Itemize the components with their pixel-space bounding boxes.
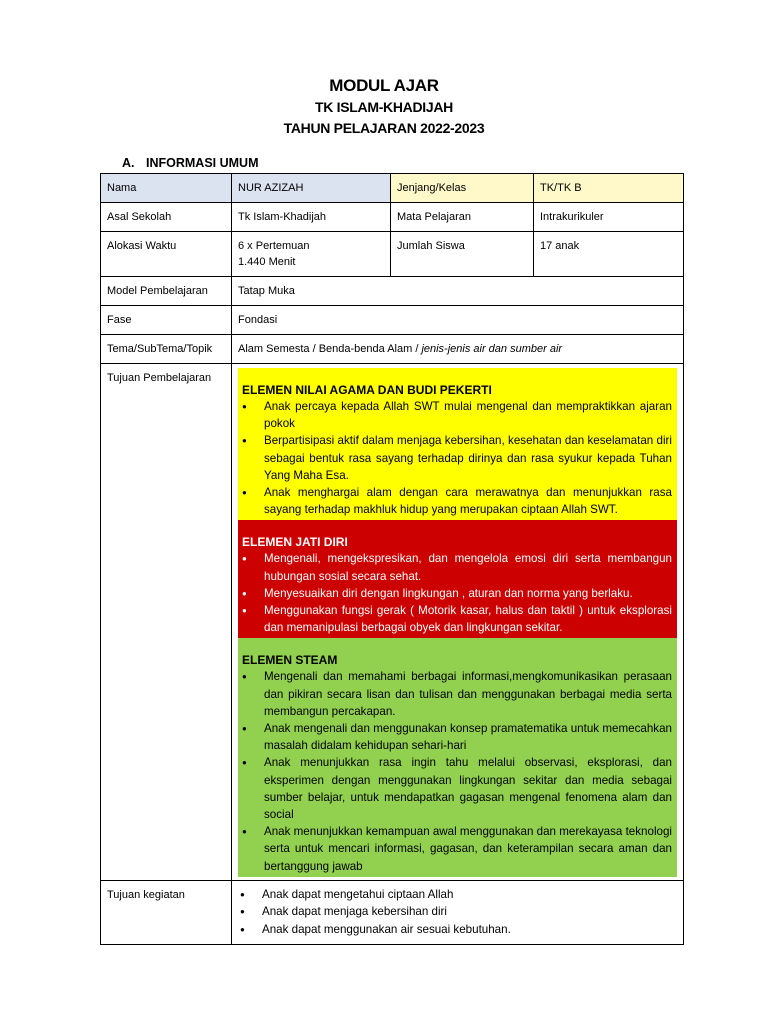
fase-label: Fase — [101, 306, 232, 335]
elemen-steam-title: ELEMEN STEAM — [242, 653, 338, 668]
nama-label: Nama — [101, 174, 232, 203]
list-item: ● Anak menghargai alam dengan cara merawatnya dan menunjukkan rasa sayang terhadap makhluk hidup yang merupakan ciptaan Allah SWT. — [242, 484, 672, 518]
tujuan-kegiatan-list — [238, 886, 677, 939]
table-row — [101, 203, 684, 232]
fase-value: Fondasi — [232, 306, 684, 335]
list-item: ● Anak dapat mengetahui ciptaan Allah — [238, 886, 677, 904]
elemen-jati-diri-box — [238, 520, 677, 638]
mata-pelajaran-value: Intrakurikuler — [534, 203, 684, 232]
tema-text: Alam Semesta / Benda-benda Alam / — [238, 343, 422, 355]
list-item: ● Anak menunjukkan kemampuan awal menggunakan dan merekayasa teknologi serta untuk mencari informasi, gagasan, dan keterampilan secara aman dan bertanggung jawab — [242, 823, 672, 875]
asal-sekolah-label: Asal Sekolah — [101, 203, 232, 232]
pertemuan-text: 6 x Pertemuan — [238, 240, 310, 252]
school-name: TK ISLAM-KHADIJAH — [314, 99, 453, 115]
table-row — [101, 232, 684, 277]
tema-label: Tema/SubTema/Topik — [101, 335, 232, 364]
list-item: ● Menyesuaikan diri dengan lingkungan , aturan dan norma yang berlaku. — [242, 585, 672, 602]
menit-text: 1.440 Menit — [238, 256, 296, 268]
alokasi-waktu-label: Alokasi Waktu — [101, 232, 232, 277]
model-value: Tatap Muka — [232, 277, 684, 306]
list-item: ● Anak dapat menggunakan air sesuai kebutuhan. — [238, 921, 677, 939]
table-row — [101, 174, 684, 203]
section-heading — [122, 156, 259, 170]
jumlah-siswa-value: 17 anak — [534, 232, 684, 277]
list-item: ● Mengenali, mengekspresikan, dan mengelola emosi diri serta membangun hubungan sosial secara sehat. — [242, 550, 672, 584]
elemen-jati-diri-list — [242, 550, 672, 636]
jumlah-siswa-label: Jumlah Siswa — [391, 232, 534, 277]
elemen-jati-diri-title: ELEMEN JATI DIRI — [242, 535, 348, 550]
table-row — [101, 364, 684, 881]
list-item: ● Anak dapat menjaga kebersihan diri — [238, 903, 677, 921]
elemen-agama-list — [242, 398, 672, 518]
list-item: ● Anak menunjukkan rasa ingin tahu melalui observasi, eksplorasi, dan eksperimen dengan menggunakan lingkungan sekitar dan media sebagai sumber belajar, untuk mendapatkan gagasan mengenal fenomena alam dan social — [242, 754, 672, 823]
topik-text: jenis-jenis air dan sumber air — [421, 343, 563, 355]
tujuan-kegiatan-cell — [232, 880, 684, 945]
table-row — [101, 335, 684, 364]
elemen-steam-list — [242, 668, 672, 874]
list-item: ● Berpartisipasi aktif dalam menjaga kebersihan, kesehatan dan keselamatan diri sebagai bentuk rasa sayang terhadap dirinya dan rasa syukur kepada Tuhan Yang Maha Esa. — [242, 432, 672, 484]
alokasi-waktu-value — [232, 232, 391, 277]
tema-value — [232, 335, 684, 364]
jenjang-value: TK/TK B — [534, 174, 684, 203]
info-table — [100, 173, 684, 945]
table-row — [101, 880, 684, 945]
elemen-steam-box — [238, 638, 677, 876]
section-title: INFORMASI UMUM — [146, 156, 259, 170]
model-label: Model Pembelajaran — [101, 277, 232, 306]
jenjang-label: Jenjang/Kelas — [391, 174, 534, 203]
list-item: ● Menggunakan fungsi gerak ( Motorik kasar, halus dan taktil ) untuk eksplorasi dan memanipulasi berbagai obyek dan lingkungan sekitar. — [242, 602, 672, 636]
list-item: ● Anak mengenali dan menggunakan konsep pramatematika untuk memecahkan masalah didalam kehidupan sehari-hari — [242, 720, 672, 754]
section-number: A. — [122, 156, 135, 170]
tujuan-kegiatan-label: Tujuan kegiatan — [101, 880, 232, 945]
elemen-agama-title: ELEMEN NILAI AGAMA DAN BUDI PEKERTI — [242, 383, 492, 397]
list-item: ● Anak percaya kepada Allah SWT mulai mengenal dan mempraktikkan ajaran pokok — [242, 398, 672, 432]
table-row — [101, 306, 684, 335]
nama-value: NUR AZIZAH — [232, 174, 391, 203]
table-row — [101, 277, 684, 306]
elemen-agama-box — [238, 368, 677, 520]
list-item: ● Mengenali dan memahami berbagai informasi,mengkomunikasikan perasaan dan pikiran secara lisan dan tulisan dan menggunakan berbagai media serta membangun percakapan. — [242, 668, 672, 720]
asal-sekolah-value: Tk Islam-Khadijah — [232, 203, 391, 232]
school-year: TAHUN PELAJARAN 2022-2023 — [283, 120, 485, 136]
mata-pelajaran-label: Mata Pelajaran — [391, 203, 534, 232]
tujuan-pembelajaran-cell — [232, 364, 684, 881]
document-title: MODUL AJAR — [329, 76, 439, 95]
tujuan-pembelajaran-label: Tujuan Pembelajaran — [101, 364, 232, 881]
